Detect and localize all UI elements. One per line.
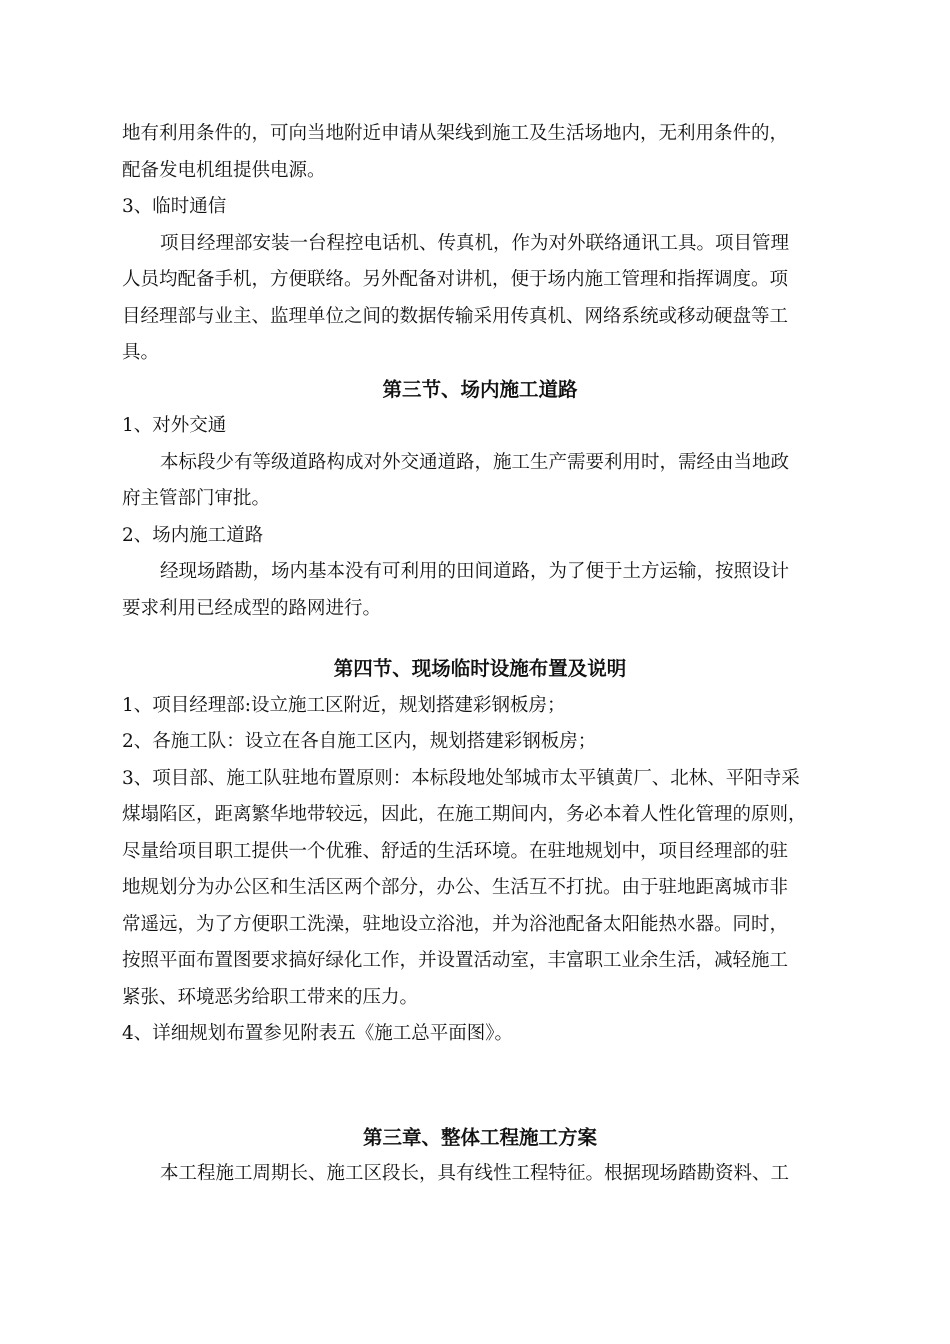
- text-line: 地有利用条件的，可向当地附近申请从架线到施工及生活场地内，无利用条件的，: [122, 123, 789, 144]
- text-line: 4、详细规划布置参见附表五《施工总平面图》。: [122, 1023, 514, 1044]
- text-line: 项目经理部安装一台程控电话机、传真机，作为对外联络通讯工具。项目管理: [160, 232, 790, 254]
- text-line: 配备发电机组提供电源。: [122, 159, 326, 181]
- text-line: 本标段少有等级道路构成对外交通道路，施工生产需要利用时，需经由当地政: [160, 451, 790, 473]
- paragraph-communication: [122, 226, 838, 372]
- text-line: 人员均配备手机，方便联络。另外配备对讲机，便于场内施工管理和指挥调度。项: [122, 269, 789, 290]
- text-line: 3、临时通信: [122, 196, 227, 217]
- document-page: [122, 116, 838, 1193]
- paragraph-external-traffic: [122, 445, 838, 518]
- text-line: 煤塌陷区，距离繁华地带较远，因此，在施工期间内，务必本着人性化管理的原则，: [122, 804, 807, 825]
- section-heading-temporary-facilities: 第四节、现场临时设施布置及说明: [333, 657, 627, 680]
- text-line: 经现场踏勘，场内基本没有可利用的田间道路，为了便于土方运输，按照设计: [160, 561, 790, 582]
- paragraph-site-roads: [122, 554, 838, 627]
- text-line: 2、场内施工道路: [122, 524, 264, 546]
- text-line: 按照平面布置图要求搞好绿化工作，并设置活动室，丰富职工业余生活，减轻施工: [122, 950, 789, 971]
- paragraph-construction-plan: [122, 1156, 838, 1193]
- list-item-plan-reference: [122, 1016, 838, 1053]
- text-line: 常遥远，为了方便职工洗澡，驻地设立浴池，并为浴池配备太阳能热水器。同时，: [122, 913, 789, 935]
- text-line: 目经理部与业主、监理单位之间的数据传输采用传真机、网络系统或移动硬盘等工: [122, 305, 789, 327]
- spacer: [122, 627, 838, 651]
- text-line: 尽量给项目职工提供一个优雅、舒适的生活环境。在驻地规划中，项目经理部的驻: [122, 840, 789, 862]
- text-line: 1、对外交通: [122, 415, 227, 436]
- paragraph-power-supply: [122, 116, 838, 189]
- list-item-temporary-communication: [122, 189, 838, 226]
- text-line: 府主管部门审批。: [122, 488, 271, 509]
- chapter-heading: 第三章、整体工程施工方案: [362, 1125, 597, 1149]
- list-item: 1、项目经理部:设立施工区附近，规划搭建彩钢板房；: [122, 694, 566, 716]
- text-line: 紧张、环境恶劣给职工带来的压力。: [122, 986, 419, 1008]
- spacer: [122, 1053, 838, 1120]
- text-line: 要求利用已经成型的路网进行。: [122, 597, 382, 619]
- paragraph-camp-layout-principles: [122, 761, 838, 1017]
- list-item-site-roads: [122, 518, 838, 555]
- list-temporary-facilities: [122, 688, 838, 761]
- text-line: 地规划分为办公区和生活区两个部分，办公、生活互不打扰。由于驻地距离城市非: [122, 877, 789, 898]
- section-heading-site-roads: 第三节、场内施工道路: [382, 377, 578, 401]
- list-item: 2、各施工队：设立在各自施工区内，规划搭建彩钢板房；: [122, 731, 597, 752]
- text-line: 3、项目部、施工队驻地布置原则：本标段地处邹城市太平镇黄厂、北林、平阳寺采: [122, 767, 800, 789]
- text-line: 具。: [122, 342, 160, 363]
- text-line: 本工程施工周期长、施工区段长，具有线性工程特征。根据现场踏勘资料、工: [160, 1163, 790, 1184]
- list-item-external-traffic: [122, 408, 838, 445]
